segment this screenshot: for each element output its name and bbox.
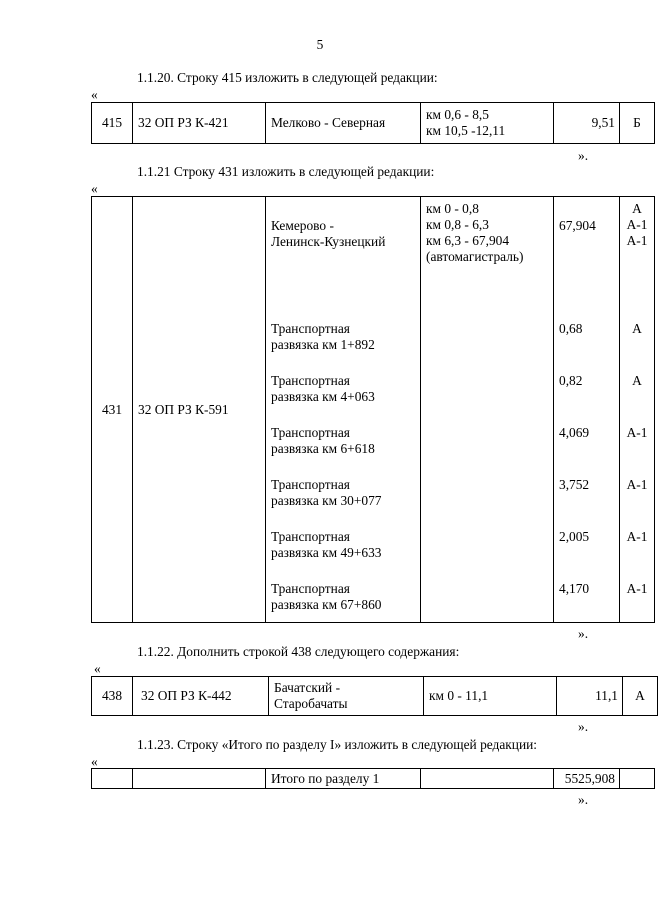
close-quote-4: ».: [578, 792, 589, 807]
cell-length: 5525,908: [554, 769, 620, 789]
name-line: Бачатский -: [274, 680, 341, 695]
cell-num: 415: [92, 103, 133, 144]
length-value: 67,904: [559, 218, 596, 233]
table-row-total: [91, 768, 655, 789]
cell-km: [421, 103, 554, 144]
name-line: развязка км 30+077: [271, 493, 382, 508]
length-value: 2,005: [559, 529, 590, 544]
name-line: Транспортная: [271, 373, 350, 388]
table-row-415: [91, 102, 655, 144]
cell-category: Б: [620, 103, 655, 144]
name-line: Транспортная: [271, 477, 350, 492]
length-value: 0,68: [559, 321, 583, 336]
paragraph-1-1-20: 1.1.20. Строку 415 изложить в следующей редакции:: [137, 70, 438, 85]
category-value: А-1: [626, 233, 648, 248]
cell-category: А: [623, 677, 658, 716]
cell-category: [620, 769, 655, 789]
name-line: Транспортная: [271, 529, 350, 544]
name-line: Транспортная: [271, 321, 350, 336]
open-quote-4: «: [91, 754, 98, 769]
name-line: развязка км 67+860: [271, 597, 382, 612]
name-line: развязка км 6+618: [271, 441, 375, 456]
name-line: Транспортная: [271, 581, 350, 596]
interchange-name: [271, 529, 381, 561]
open-quote-3: «: [94, 661, 101, 676]
length-value: 0,82: [559, 373, 583, 388]
km-line: км 0,8 - 6,3: [426, 217, 489, 232]
category-value: А: [632, 201, 642, 216]
paragraph-1-1-22: 1.1.22. Дополнить строкой 438 следующего содержания:: [137, 644, 460, 659]
cell-code: 32 ОП РЗ К-591: [133, 197, 266, 623]
name-line: Ленинск-Кузнецкий: [271, 234, 386, 249]
category-value: А-1: [626, 581, 648, 596]
main-road-name: [271, 218, 385, 250]
cell-code: [133, 769, 266, 789]
cell-length: 9,51: [554, 103, 620, 144]
open-quote-2: «: [91, 181, 98, 196]
name-line: Кемерово -: [271, 218, 334, 233]
category-value: А-1: [626, 425, 648, 440]
close-quote-3: ».: [578, 719, 589, 734]
cell-name-col: [266, 197, 421, 623]
table-row-431: [91, 196, 655, 623]
km-line: км 0 - 0,8: [426, 201, 479, 216]
close-quote-1: ».: [578, 148, 589, 163]
paragraph-1-1-23: 1.1.23. Строку «Итого по разделу I» изложить в следующей редакции:: [137, 737, 538, 752]
page-number: 5: [316, 37, 324, 52]
category-value: А-1: [626, 529, 648, 544]
table-row-438: [91, 676, 658, 716]
category-list: [620, 201, 654, 249]
category-value: А-1: [626, 217, 648, 232]
cell-num: 438: [92, 677, 133, 716]
km-line: (автомагистраль): [426, 249, 524, 264]
cell-length: 11,1: [557, 677, 623, 716]
name-line: развязка км 49+633: [271, 545, 382, 560]
interchange-name: [271, 581, 381, 613]
km-line: км 0,6 - 8,5: [426, 107, 489, 122]
km-line: км 10,5 -12,11: [426, 123, 506, 138]
km-line: км 6,3 - 67,904: [426, 233, 510, 248]
name-line: развязка км 4+063: [271, 389, 375, 404]
cell-code: 32 ОП РЗ К-442: [133, 677, 269, 716]
length-value: 3,752: [559, 477, 590, 492]
cell-name: Мелково - Северная: [266, 103, 421, 144]
interchange-name: [271, 477, 381, 509]
cell-num: [92, 769, 133, 789]
name-line: развязка км 1+892: [271, 337, 375, 352]
length-value: 4,069: [559, 425, 590, 440]
cell-category-col: [620, 197, 655, 623]
paragraph-1-1-21: 1.1.21 Строку 431 изложить в следующей редакции:: [137, 164, 435, 179]
cell-num: 431: [92, 197, 133, 623]
length-value: 4,170: [559, 581, 590, 596]
category-value: А: [632, 373, 642, 388]
cell-km: [421, 197, 554, 623]
cell-name: [269, 677, 424, 716]
interchange-name: [271, 321, 375, 353]
interchange-name: [271, 425, 375, 457]
name-line: Транспортная: [271, 425, 350, 440]
interchange-name: [271, 373, 375, 405]
name-line: Старобачаты: [274, 696, 348, 711]
cell-name: Итого по разделу 1: [266, 769, 421, 789]
category-value: А: [632, 321, 642, 336]
cell-code: 32 ОП РЗ К-421: [133, 103, 266, 144]
close-quote-2: ».: [578, 626, 589, 641]
cell-km: км 0 - 11,1: [424, 677, 557, 716]
open-quote-1: «: [91, 87, 98, 102]
cell-length-col: [554, 197, 620, 623]
category-value: А-1: [626, 477, 648, 492]
cell-km: [421, 769, 554, 789]
